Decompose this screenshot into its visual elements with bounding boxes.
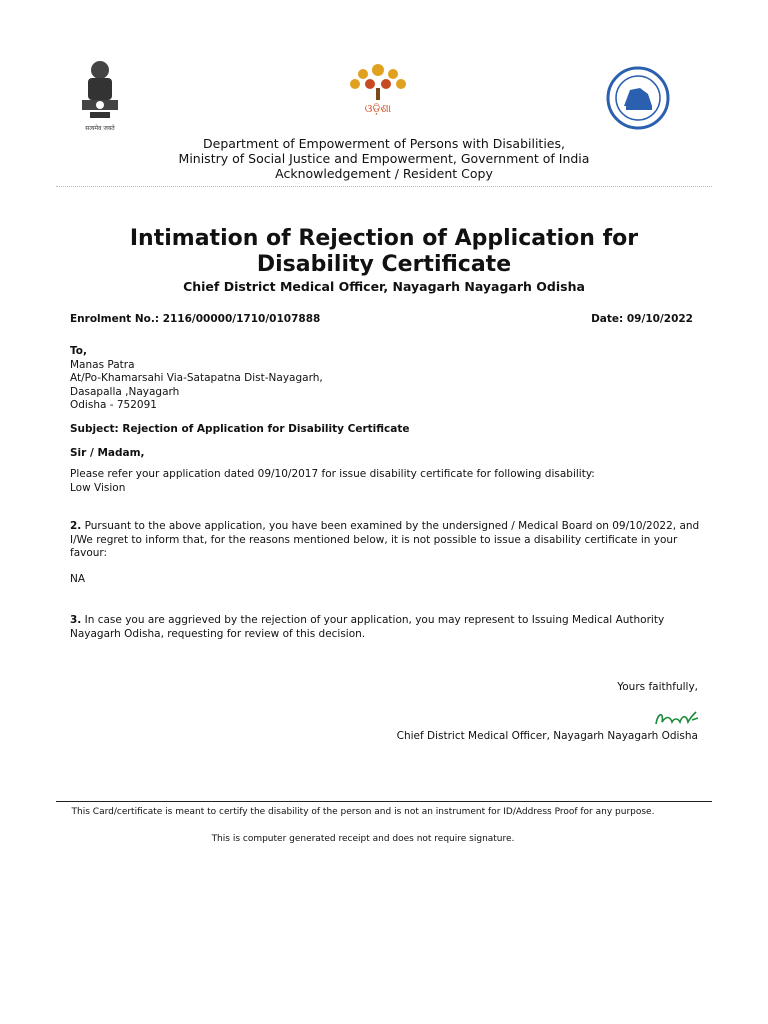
- footer-note: This is computer generated receipt and does not require signature.: [211, 834, 515, 844]
- para3-text: In case you are aggrieved by the rejection of your application, you may represent to Issuing Medical Authority Nayagarh Odisha, requesting for review of this decision.: [70, 614, 665, 640]
- signature-mark: [652, 708, 700, 730]
- national-emblem-icon: [76, 58, 124, 134]
- address-line-2: Dasapalla ,Nayagarh: [70, 385, 180, 398]
- salutation: Sir / Madam,: [70, 447, 145, 459]
- document-title: Intimation of Rejection of Application for Disability Certificate: [129, 226, 639, 277]
- closing-text: Yours faithfully,: [617, 681, 698, 693]
- paragraph-1: [70, 468, 710, 495]
- para1-text: Please refer your application dated 09/10/2017 for issue disability certificate for following disability:: [70, 468, 595, 480]
- enrolment-row: [70, 313, 693, 325]
- para2-text: Pursuant to the above application, you have been examined by the undersigned / Medical Board on 09/10/2022, and I/We regret to inform that, for the reasons mentioned below, it is not possible to issue a disability certificate in your favour:: [70, 520, 700, 559]
- department-header: [0, 136, 768, 181]
- dept-line-3: Acknowledgement / Resident Copy: [275, 166, 493, 181]
- address-line-1: At/Po-Khamarsahi Via-Satapatna Dist-Nayagarh,: [70, 372, 323, 384]
- subject-line: Subject: Rejection of Application for Disability Certificate: [70, 423, 410, 435]
- para3-number: 3.: [70, 614, 82, 626]
- signatory-title: Chief District Medical Officer, Nayagarh Nayagarh Odisha: [396, 730, 698, 742]
- logo-center-text: ଓଡ଼ିଶା: [364, 102, 392, 115]
- paragraph-3: [70, 614, 680, 641]
- recipient-address: [70, 345, 710, 413]
- para2-number: 2.: [70, 520, 82, 532]
- rejection-reason: NA: [70, 573, 86, 585]
- dept-line-1: Department of Empowerment of Persons with Disabilities,: [203, 136, 565, 151]
- address-to: To,: [70, 345, 87, 357]
- disability-type: Low Vision: [70, 481, 126, 494]
- odisha-seal-icon: [606, 60, 670, 136]
- document-date: Date: 09/10/2022: [591, 313, 693, 325]
- paragraph-2: [70, 520, 700, 561]
- emblem-motto: सत्यमेव जयते: [85, 125, 115, 132]
- enrolment-number: Enrolment No.: 2116/00000/1710/0107888: [70, 313, 321, 325]
- dept-line-2: Ministry of Social Justice and Empowerment, Government of India: [178, 151, 590, 166]
- recipient-name: Manas Patra: [70, 358, 135, 371]
- sugamya-logo-icon: [343, 60, 413, 120]
- footer-disclaimer: This Card/certificate is meant to certify the disability of the person and is not an instrument for ID/Address Proof for any purpose.: [71, 807, 655, 817]
- address-line-3: Odisha - 752091: [70, 399, 157, 411]
- header-divider: [56, 186, 712, 187]
- footer-divider: [56, 801, 712, 802]
- issuing-authority: Chief District Medical Officer, Nayagarh Nayagarh Odisha: [183, 279, 585, 294]
